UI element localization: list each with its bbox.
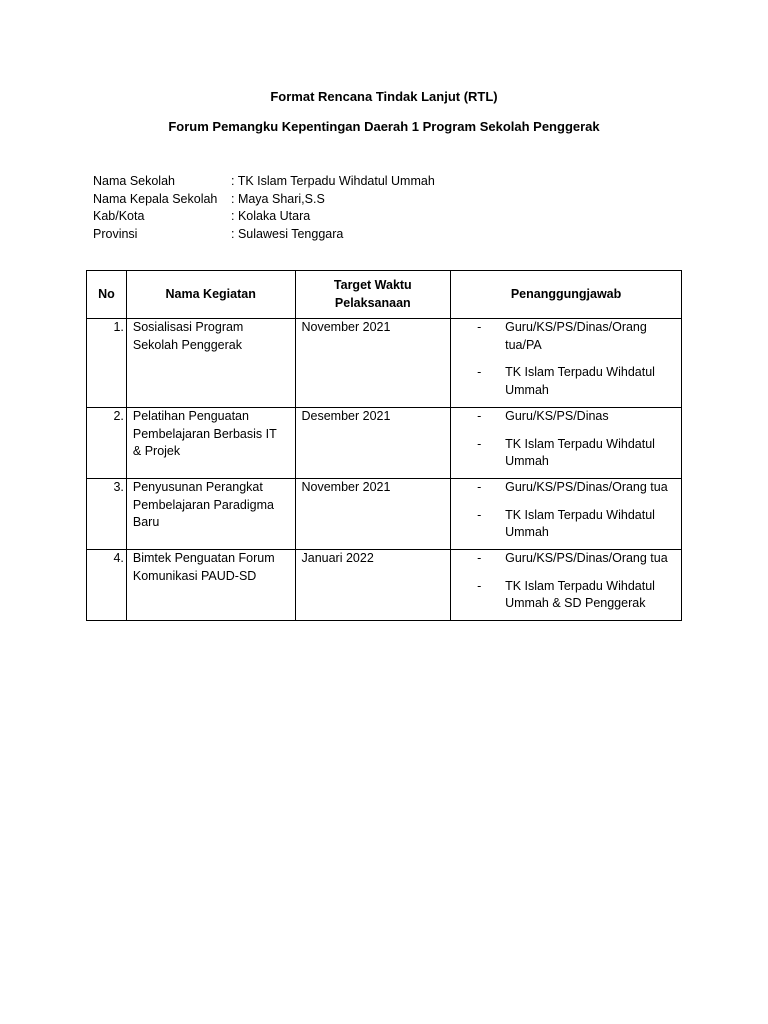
target-time: November 2021	[295, 319, 451, 408]
row-number: 1.	[87, 319, 127, 408]
header-penanggungjawab: Penanggungjawab	[451, 271, 682, 319]
activity-line: Sosialisasi Program	[132, 320, 244, 334]
info-label: Nama Kepala Sekolah	[93, 191, 218, 206]
header-waktu	[295, 271, 451, 319]
activity-line: Baru	[132, 515, 160, 530]
info-label: Nama Sekolah	[93, 174, 175, 188]
header-waktu-line1: Target Waktu	[333, 277, 412, 292]
school-info	[93, 173, 435, 243]
table-row	[87, 408, 682, 479]
info-row-province	[93, 226, 435, 244]
target-time: Desember 2021	[295, 408, 451, 479]
info-label: Provinsi	[93, 226, 138, 241]
responsible-line: tua/PA	[505, 337, 542, 352]
info-value: : Maya Shari,S.S	[231, 191, 325, 206]
row-number: 3.	[87, 479, 127, 550]
responsible-item	[477, 479, 675, 497]
responsible-line: TK Islam Terpadu Wihdatul	[505, 507, 655, 522]
activity-line: Pembelajaran Paradigma	[132, 497, 274, 512]
dash-bullet: -	[477, 578, 482, 593]
document-title: Format Rencana Tindak Lanjut (RTL)	[270, 89, 498, 104]
activity-name	[126, 408, 295, 479]
document-subtitle: Forum Pemangku Kepentingan Daerah 1 Program Sekolah Penggerak	[168, 119, 600, 134]
responsible-line: TK Islam Terpadu Wihdatul	[505, 436, 655, 451]
activity-line: & Projek	[132, 444, 181, 459]
responsible-line: Ummah	[505, 382, 549, 397]
dash-bullet: -	[477, 507, 482, 522]
dash-bullet: -	[477, 551, 482, 565]
responsible-line: Guru/KS/PS/Dinas/Orang tua	[505, 551, 668, 565]
responsible-item	[477, 550, 675, 568]
info-row-school	[93, 173, 435, 191]
activity-line: Penyusunan Perangkat	[132, 480, 263, 494]
dash-bullet: -	[477, 480, 482, 494]
responsible-line: TK Islam Terpadu Wihdatul	[505, 365, 655, 380]
row-number: 4.	[87, 550, 127, 621]
table-row	[87, 550, 682, 621]
responsible	[451, 319, 682, 408]
responsible-item	[477, 408, 675, 426]
activity-name	[126, 550, 295, 621]
dash-bullet: -	[477, 320, 482, 334]
row-number: 2.	[87, 408, 127, 479]
table-row	[87, 479, 682, 550]
responsible-item	[477, 319, 675, 354]
responsible-line: Guru/KS/PS/Dinas	[505, 409, 609, 423]
header-no: No	[87, 271, 127, 319]
dash-bullet: -	[477, 409, 482, 423]
responsible-line: Ummah & SD Penggerak	[505, 596, 646, 611]
target-time: November 2021	[295, 479, 451, 550]
responsible-line: Ummah	[505, 525, 549, 540]
header-waktu-line2: Pelaksanaan	[334, 295, 411, 310]
activity-name	[126, 319, 295, 408]
table-header-row	[87, 271, 682, 319]
rtl-table	[86, 270, 682, 621]
table-row	[87, 319, 682, 408]
activity-line: Bimtek Penguatan Forum	[132, 551, 275, 565]
activity-name	[126, 479, 295, 550]
responsible-item	[477, 364, 675, 399]
responsible-item	[477, 507, 675, 542]
target-time: Januari 2022	[295, 550, 451, 621]
responsible	[451, 479, 682, 550]
info-row-principal	[93, 191, 435, 209]
info-value: : TK Islam Terpadu Wihdatul Ummah	[231, 174, 435, 188]
info-value: : Kolaka Utara	[231, 209, 311, 224]
responsible-line: TK Islam Terpadu Wihdatul	[505, 578, 655, 593]
dash-bullet: -	[477, 436, 482, 451]
responsible	[451, 408, 682, 479]
responsible	[451, 550, 682, 621]
responsible-line: Guru/KS/PS/Dinas/Orang tua	[505, 480, 668, 494]
dash-bullet: -	[477, 365, 482, 380]
responsible-line: Ummah	[505, 454, 549, 469]
responsible-item	[477, 578, 675, 613]
info-row-regency	[93, 208, 435, 226]
header-kegiatan: Nama Kegiatan	[126, 271, 295, 319]
activity-line: Pelatihan Penguatan	[132, 409, 249, 423]
responsible-line: Guru/KS/PS/Dinas/Orang	[505, 320, 647, 334]
info-label: Kab/Kota	[93, 209, 145, 224]
activity-line: Pembelajaran Berbasis IT	[132, 426, 277, 441]
activity-line: Sekolah Penggerak	[132, 337, 242, 352]
info-value: : Sulawesi Tenggara	[231, 226, 344, 241]
activity-line: Komunikasi PAUD-SD	[132, 568, 257, 583]
responsible-item	[477, 436, 675, 471]
